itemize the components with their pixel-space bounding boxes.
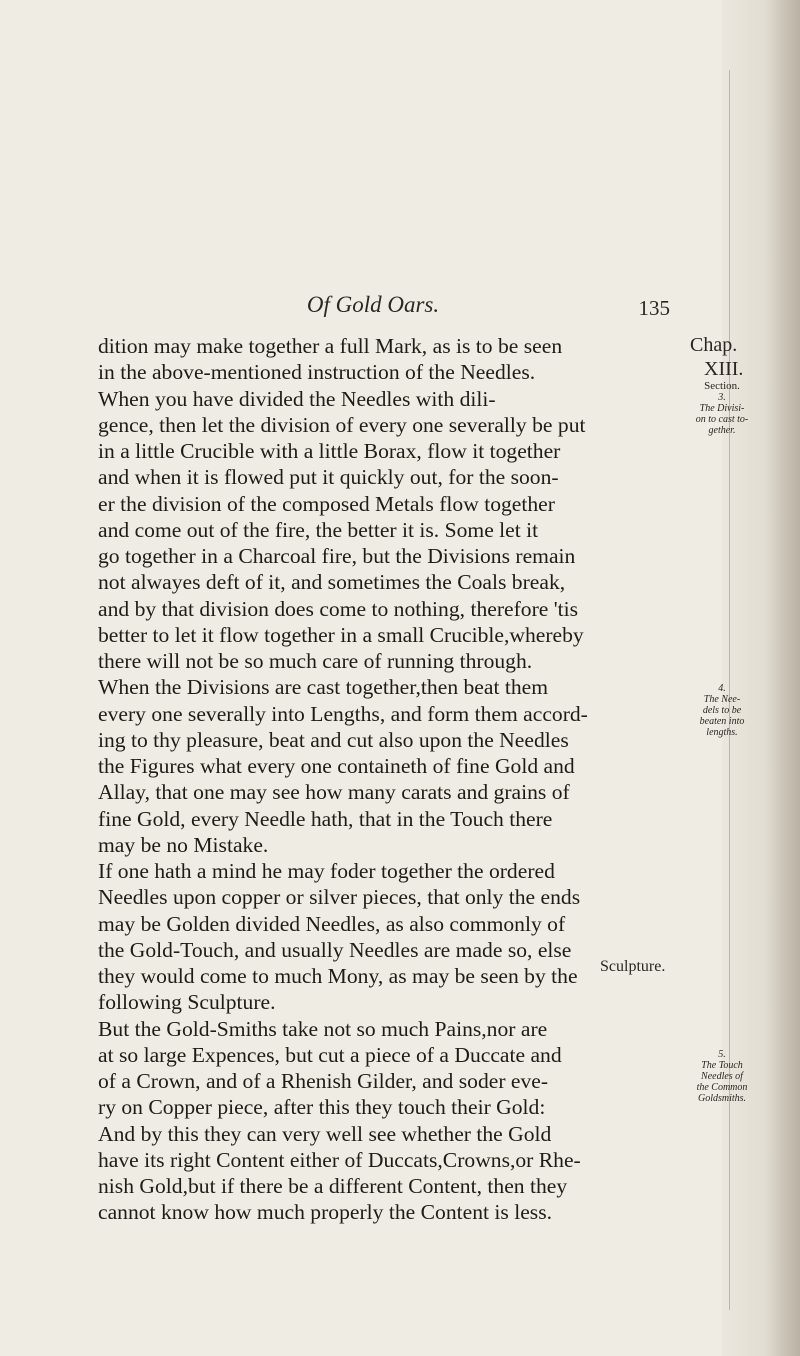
- text-line: may be no Mistake.: [98, 832, 269, 857]
- text-line: fine Gold, every Needle hath, that in the Touch there: [98, 806, 553, 831]
- text-line: may be Golden divided Needles, as also commonly of: [98, 911, 566, 936]
- margin-note-section-3: [690, 381, 754, 436]
- margin-note-line: The Divisi-: [699, 403, 745, 414]
- text-line: better to let it flow together in a small Crucible,whereby: [98, 622, 584, 647]
- catchword: Sculpture.: [600, 958, 666, 975]
- page-number: 135: [638, 296, 670, 320]
- margin-note-line: The Nee-: [703, 694, 741, 705]
- chapter-number: XIII.: [704, 358, 744, 380]
- text-line: When the Divisions are cast together,then beat them: [98, 675, 549, 700]
- text-line: Needles upon copper or silver pieces, that only the ends: [98, 885, 581, 910]
- margin-note-number: 3.: [718, 392, 726, 403]
- margin-note-number: 4.: [718, 683, 726, 694]
- book-spine-shadow: [722, 0, 800, 1356]
- margin-note-line: The Touch: [701, 1060, 743, 1071]
- text-line: have its right Content either of Duccats,Crowns,or Rhe-: [98, 1147, 581, 1172]
- margin-note-line: Goldsmiths.: [697, 1093, 747, 1104]
- text-line: and by that division does come to nothing, therefore 'tis: [98, 596, 579, 621]
- text-line: dition may make together a full Mark, as is to be seen: [98, 334, 563, 358]
- text-line: following Sculpture.: [98, 990, 276, 1015]
- text-line: there will not be so much care of running through.: [98, 649, 533, 673]
- margin-note-line: beaten into: [699, 716, 745, 727]
- text-line: Allay, that one may see how many carats and grains of: [98, 780, 570, 805]
- margin-note-line: the Common: [696, 1082, 748, 1093]
- body-text: [98, 333, 676, 1226]
- text-line: If one hath a mind he may foder together the ordered: [98, 859, 555, 883]
- text-line: ing to thy pleasure, beat and cut also upon the Needles: [98, 727, 569, 752]
- text-line: in a little Crucible with a little Borax, flow it together: [98, 439, 561, 463]
- text-line: the Figures what every one containeth of fine Gold and: [98, 754, 575, 778]
- text-line: the Gold-Touch, and usually Needles are made so, else: [98, 937, 572, 962]
- text-line: And by this they can very well see whether the Gold: [98, 1121, 552, 1146]
- text-line: at so large Expences, but cut a piece of a Duccate and: [98, 1042, 562, 1067]
- text-line: and when it is flowed put it quickly out, for the soon-: [98, 465, 559, 490]
- text-line: not alwayes deft of it, and sometimes the Coals break,: [98, 570, 566, 595]
- text-line: every one severally into Lengths, and form them accord-: [98, 701, 588, 726]
- text-line: go together in a Charcoal fire, but the Divisions remain: [98, 544, 576, 568]
- text-line: cannot know how much properly the Content is less.: [98, 1200, 552, 1225]
- text-line: they would come to much Mony, as may be seen by the: [98, 964, 578, 988]
- text-line: er the division of the composed Metals flow together: [98, 491, 555, 516]
- text-line: When you have divided the Needles with dili-: [98, 386, 496, 411]
- chapter-label: Chap.: [690, 334, 738, 356]
- text-line: in the above-mentioned instruction of the Needles.: [98, 360, 536, 385]
- text-line: nish Gold,but if there be a different Content, then they: [98, 1174, 568, 1198]
- page-header: [88, 292, 670, 322]
- margin-note-label: Section.: [704, 380, 740, 392]
- margin-note-line: lengths.: [706, 727, 738, 738]
- margin-note-section-4: [690, 683, 754, 738]
- margin-note-number: 5.: [718, 1049, 726, 1060]
- margin-note-line: Needles of: [701, 1071, 743, 1082]
- margin-note-line: gether.: [708, 425, 736, 436]
- text-line: But the Gold-Smiths take not so much Pains,nor are: [98, 1016, 548, 1041]
- margin-note-line: on to cast to-: [695, 414, 749, 425]
- text-line: gence, then let the division of every one severally be put: [98, 412, 586, 437]
- margin-note-line: dels to be: [702, 705, 742, 716]
- text-line: ry on Copper piece, after this they touch their Gold:: [98, 1095, 546, 1120]
- margin-note-section-5: [690, 1049, 754, 1104]
- text-line: and come out of the fire, the better it is. Some let it: [98, 517, 539, 542]
- running-title: Of Gold Oars.: [306, 292, 440, 317]
- chapter-head: [690, 333, 754, 381]
- text-line: of a Crown, and of a Rhenish Gilder, and soder eve-: [98, 1069, 549, 1093]
